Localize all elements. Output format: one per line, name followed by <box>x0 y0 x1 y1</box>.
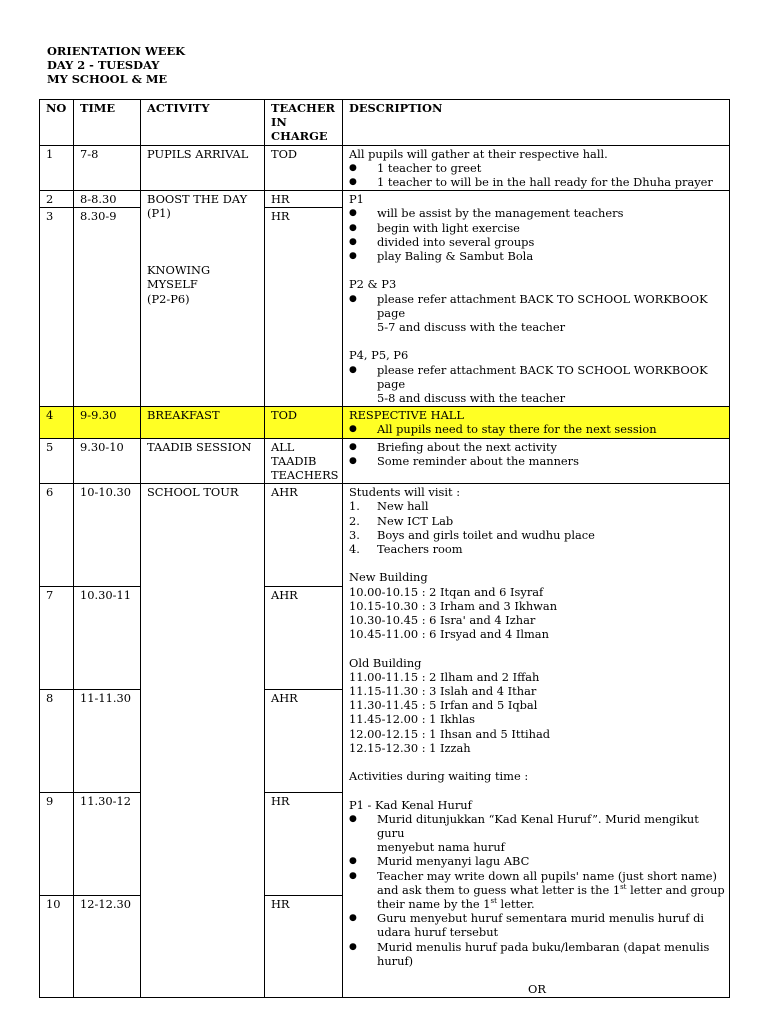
cell-teacher: TOD <box>265 145 343 191</box>
document-heading <box>47 44 185 87</box>
cell-time: 8-8.30 <box>74 191 141 208</box>
desc-text: New Building <box>349 570 428 585</box>
cell-teacher: AHR <box>265 689 343 792</box>
bullet-item <box>349 363 725 406</box>
schedule-line: 11.15-11.30 : 3 Islah and 4 Ithar <box>349 684 537 699</box>
bullet-line: ● Murid ditunjukkan “Kad Kenal Huruf”. Murid mengikut guru <box>377 811 699 841</box>
cell-no: 4 <box>40 407 74 438</box>
bullet-item: ● Murid menyanyi lagu ABC <box>349 854 725 868</box>
header-description: DESCRIPTION <box>343 100 730 146</box>
bullet-item: ● play Baling & Sambut Bola <box>349 249 725 263</box>
bullet-item <box>349 940 725 968</box>
superscript: st <box>620 883 627 892</box>
cell-no: 3 <box>40 208 74 407</box>
or-separator: OR <box>528 982 546 997</box>
bullet-item <box>349 812 725 855</box>
desc-text: Students will visit : <box>349 485 461 500</box>
bullet-item: ● will be assist by the management teachers <box>349 206 725 220</box>
schedule-line: 10.30-10.45 : 6 Isra' and 4 Izhar <box>349 613 536 628</box>
header-no: NO <box>40 100 74 146</box>
header-teacher-line: TEACHER <box>271 101 335 115</box>
text-part: and ask them to guess what letter is the 1 <box>377 882 621 897</box>
cell-activity: TAADIB SESSION <box>141 438 265 484</box>
table-row <box>40 438 730 484</box>
activity-text: (P2-P6) <box>147 291 190 306</box>
cell-time: 10-10.30 <box>74 484 141 587</box>
bullet-line: 5-7 and discuss with the teacher <box>377 320 566 335</box>
heading-theme: MY SCHOOL & ME <box>47 72 168 87</box>
numbered-item <box>349 499 725 513</box>
numbered-item <box>349 528 725 542</box>
schedule-line: 11.00-11.15 : 2 Ilham and 2 Iffah <box>349 669 540 684</box>
bullet-item: ● 1 teacher to will be in the hall ready for the Dhuha prayer <box>349 175 725 189</box>
schedule-table <box>39 99 730 998</box>
cell-teacher <box>265 438 343 484</box>
item-text: Teachers room <box>377 542 463 557</box>
bullet-line: ● please refer attachment BACK TO SCHOOL WORKBOOK page <box>377 291 708 320</box>
teacher-line: ALL <box>271 439 295 454</box>
heading-title: ORIENTATION WEEK <box>47 44 186 58</box>
cell-description <box>343 484 730 998</box>
schedule-line: 12.00-12.15 : 1 Ihsan and 5 Ittihad <box>349 726 551 741</box>
numbered-item <box>349 514 725 528</box>
cell-teacher: AHR <box>265 587 343 690</box>
header-time: TIME <box>74 100 141 146</box>
table-row-highlighted <box>40 407 730 438</box>
cell-time: 11-11.30 <box>74 689 141 792</box>
table-row <box>40 191 730 208</box>
bullet-line: ● Teacher may write down all pupils' name (just short name) <box>377 868 717 883</box>
cell-no: 10 <box>40 895 74 998</box>
bullet-item: ● Some reminder about the manners <box>349 454 725 468</box>
bullet-line: 5-8 and discuss with the teacher <box>377 391 566 406</box>
schedule-line: 11.45-12.00 : 1 Ikhlas <box>349 712 476 727</box>
desc-text: P4, P5, P6 <box>349 348 409 363</box>
cell-time: 12-12.30 <box>74 895 141 998</box>
bullet-item: ● 1 teacher to greet <box>349 161 725 175</box>
text-part: letter. <box>496 897 535 912</box>
bullet-line: udara huruf tersebut <box>377 925 499 940</box>
table-row <box>40 484 730 587</box>
cell-description <box>343 438 730 484</box>
cell-description <box>343 191 730 407</box>
item-number: 3. <box>349 527 360 542</box>
schedule-line: 12.15-12.30 : 1 Izzah <box>349 740 471 755</box>
cell-teacher: TOD <box>265 407 343 438</box>
cell-description <box>343 407 730 438</box>
schedule-line: 10.15-10.30 : 3 Irham and 3 Ikhwan <box>349 598 558 613</box>
schedule-line: 11.30-11.45 : 5 Irfan and 5 Iqbal <box>349 698 538 713</box>
desc-text: RESPECTIVE HALL <box>349 408 464 423</box>
item-number: 4. <box>349 542 360 557</box>
cell-no: 2 <box>40 191 74 208</box>
bullet-item: ● begin with light exercise <box>349 221 725 235</box>
activity-text: (P1) <box>147 206 171 221</box>
item-text: New ICT Lab <box>377 513 454 528</box>
desc-text: All pupils will gather at their respective hall. <box>349 146 608 161</box>
cell-no: 7 <box>40 587 74 690</box>
header-teacher-line: CHARGE <box>271 129 328 144</box>
bullet-item <box>349 292 725 335</box>
heading-day: DAY 2 - TUESDAY <box>47 58 160 73</box>
desc-text: Old Building <box>349 655 422 670</box>
bullet-item: ● Briefing about the next activity <box>349 440 725 454</box>
bullet-item: ● divided into several groups <box>349 235 725 249</box>
bullet-line: ● Murid menulis huruf pada buku/lembaran (dapat menulis <box>377 939 710 954</box>
header-teacher-line: IN <box>271 115 287 130</box>
item-number: 2. <box>349 513 360 528</box>
item-number: 1. <box>349 499 360 514</box>
cell-time: 10.30-11 <box>74 587 141 690</box>
header-row <box>40 100 730 146</box>
desc-text: P1 - Kad Kenal Huruf <box>349 797 472 812</box>
bullet-line <box>377 883 725 897</box>
cell-activity: PUPILS ARRIVAL <box>141 145 265 191</box>
cell-no: 6 <box>40 484 74 587</box>
activity-text: BOOST THE DAY <box>147 192 248 207</box>
cell-time: 7-8 <box>74 145 141 191</box>
table-row <box>40 145 730 191</box>
activity-text: KNOWING MYSELF <box>147 263 211 292</box>
cell-no: 1 <box>40 145 74 191</box>
desc-text: P2 & P3 <box>349 277 397 292</box>
cell-description <box>343 145 730 191</box>
superscript: st <box>490 897 497 906</box>
bullet-line: huruf) <box>377 953 414 968</box>
cell-no: 9 <box>40 792 74 895</box>
desc-text: Activities during waiting time : <box>349 769 529 784</box>
cell-time: 8.30-9 <box>74 208 141 407</box>
teacher-line: TAADIB <box>271 453 317 468</box>
bullet-line: menyebut nama huruf <box>377 840 505 855</box>
text-part: their name by the 1 <box>377 897 491 912</box>
bullet-line: ● Guru menyebut huruf sementara murid menulis huruf di <box>377 911 705 926</box>
bullet-line <box>377 897 725 911</box>
cell-teacher: HR <box>265 208 343 407</box>
text-part: letter and group <box>626 882 725 897</box>
schedule-line: 10.45-11.00 : 6 Irsyad and 4 Ilman <box>349 627 549 642</box>
cell-activity <box>141 191 265 407</box>
cell-activity: SCHOOL TOUR <box>141 484 265 998</box>
cell-teacher: HR <box>265 191 343 208</box>
cell-no: 5 <box>40 438 74 484</box>
desc-text: P1 <box>349 192 364 207</box>
item-text: Boys and girls toilet and wudhu place <box>377 527 595 542</box>
cell-time: 9-9.30 <box>74 407 141 438</box>
bullet-line: ● please refer attachment BACK TO SCHOOL WORKBOOK page <box>377 362 708 391</box>
cell-teacher: HR <box>265 792 343 895</box>
header-teacher <box>265 100 343 146</box>
cell-no: 8 <box>40 689 74 792</box>
bullet-item <box>349 911 725 939</box>
bullet-item <box>349 869 725 912</box>
item-text: New hall <box>377 499 429 514</box>
cell-time: 9.30-10 <box>74 438 141 484</box>
numbered-item <box>349 542 725 556</box>
header-activity: ACTIVITY <box>141 100 265 146</box>
cell-teacher: AHR <box>265 484 343 587</box>
cell-activity: BREAKFAST <box>141 407 265 438</box>
cell-teacher: HR <box>265 895 343 998</box>
schedule-line: 10.00-10.15 : 2 Itqan and 6 Isyraf <box>349 584 544 599</box>
teacher-line: TEACHERS <box>271 468 339 483</box>
cell-time: 11.30-12 <box>74 792 141 895</box>
bullet-item: ● All pupils need to stay there for the next session <box>349 422 725 436</box>
